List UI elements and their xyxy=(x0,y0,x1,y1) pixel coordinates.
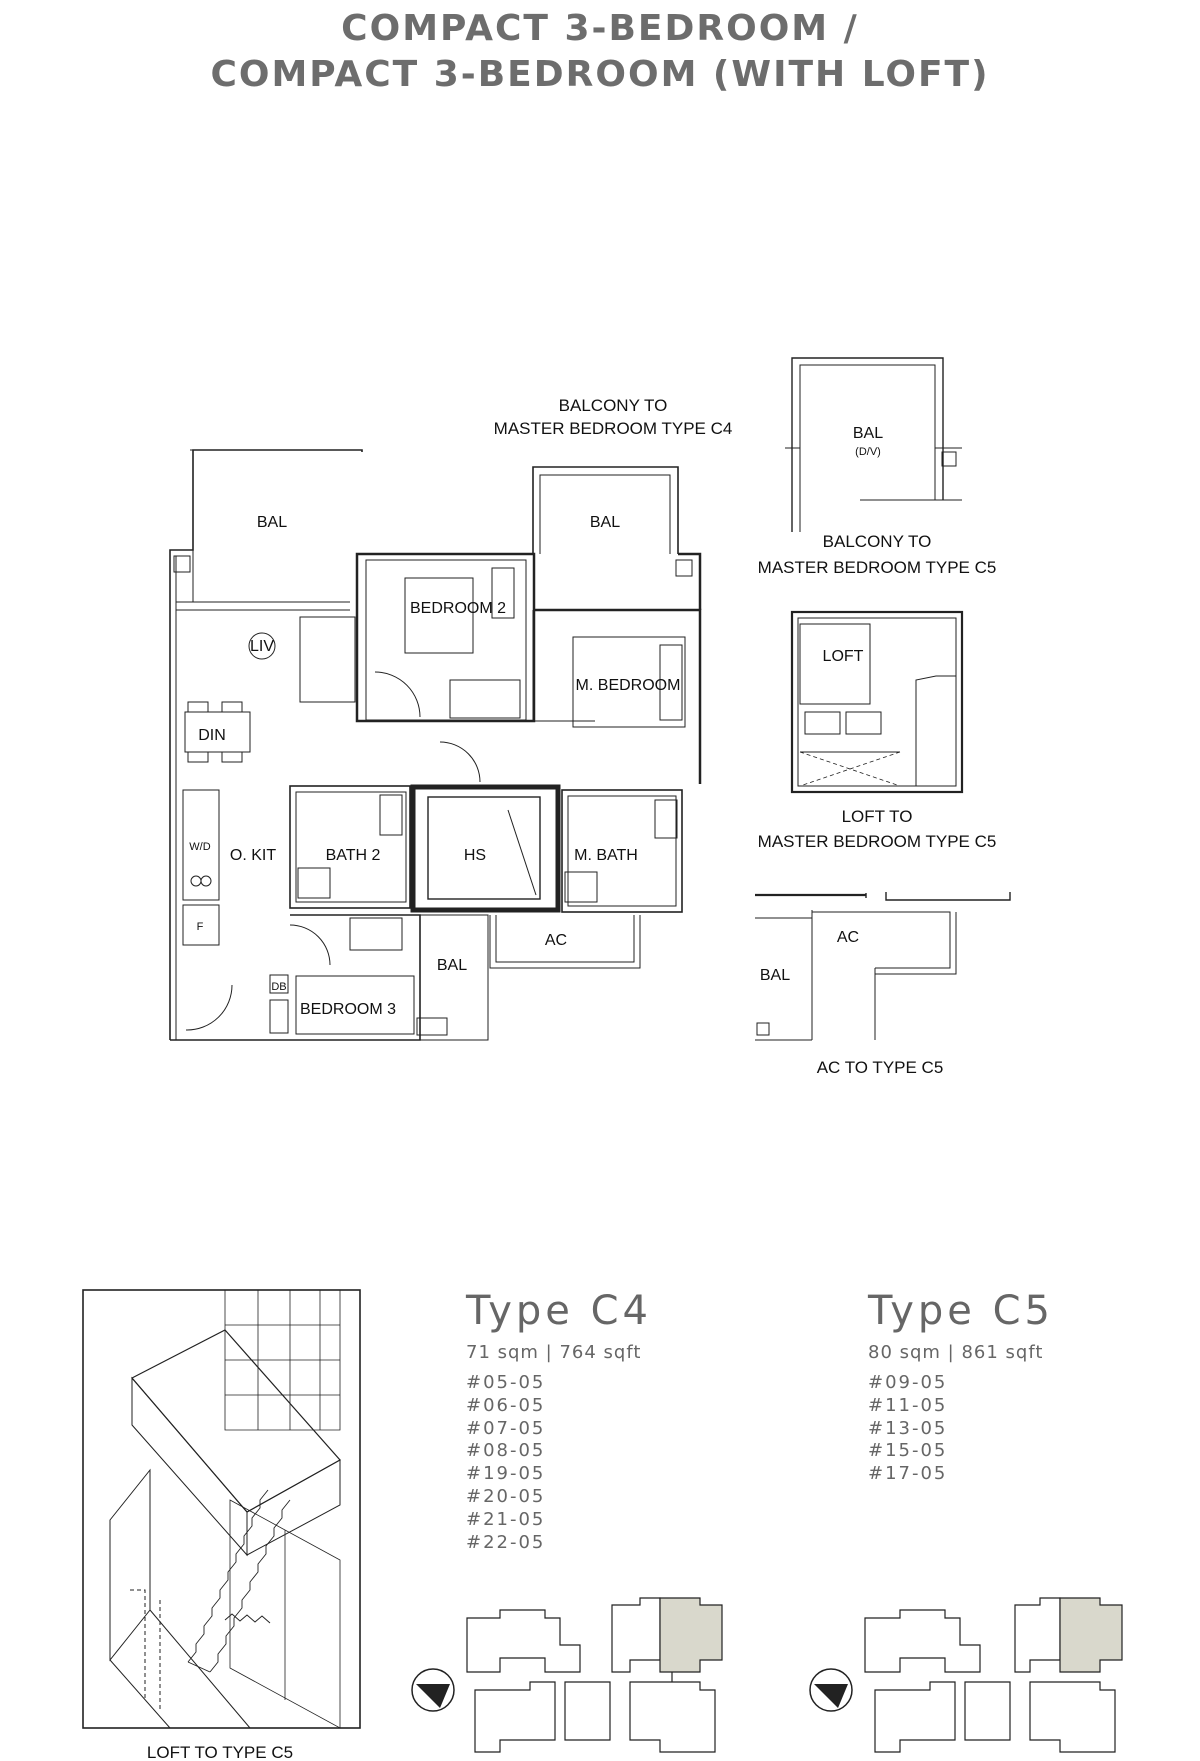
c5-loft-label: LOFT xyxy=(822,648,864,665)
type-c4-area: 71 sqm | 764 sqft xyxy=(466,1342,642,1363)
unit-number: #17-05 xyxy=(868,1463,948,1485)
c5-ac-label: AC xyxy=(836,929,860,946)
type-c4-unit-list xyxy=(466,1372,545,1554)
unit-number: #05-05 xyxy=(466,1372,546,1393)
type-c5-title: Type C5 xyxy=(868,1288,1054,1334)
c5-ac-caption: AC TO TYPE C5 xyxy=(816,1058,944,1077)
unit-number: #08-05 xyxy=(466,1440,546,1462)
c5-bal-label: BAL xyxy=(852,425,884,442)
label-f: F xyxy=(196,921,204,933)
label-bedroom-3: BEDROOM 3 xyxy=(299,1001,397,1018)
type-c5-unit-list xyxy=(868,1372,947,1486)
c5-loft-caption-line-1: LOFT TO xyxy=(841,807,913,826)
c5-balcony-inset xyxy=(758,358,997,577)
label-bedroom-2: BEDROOM 2 xyxy=(409,600,507,617)
unit-number: #15-05 xyxy=(868,1440,948,1462)
unit-number: #11-05 xyxy=(868,1394,948,1416)
loft-iso-caption: LOFT TO TYPE C5 xyxy=(146,1743,294,1761)
label-db: DB xyxy=(271,981,287,993)
label-bal-right: BAL xyxy=(589,514,621,531)
label-liv: LIV xyxy=(249,638,275,655)
c5-loft-caption-line-2: MASTER BEDROOM TYPE C5 xyxy=(757,832,997,851)
balcony-c4-caption-line-1: BALCONY TO xyxy=(558,396,668,415)
unit-number: #13-05 xyxy=(868,1417,948,1439)
c5-balcony-caption-line-1: BALCONY TO xyxy=(822,532,932,551)
main-floor-plan xyxy=(170,450,700,1040)
balcony-c4-caption-line-2: MASTER BEDROOM TYPE C4 xyxy=(493,419,733,438)
label-m-bedroom: M. BEDROOM xyxy=(575,677,681,694)
unit-number: #22-05 xyxy=(466,1531,546,1553)
unit-number: #09-05 xyxy=(868,1372,948,1393)
north-arrow-icon xyxy=(412,1669,454,1711)
c5-ac-inset xyxy=(755,892,1010,1077)
label-ac: AC xyxy=(544,932,568,949)
label-hs: HS xyxy=(463,847,487,864)
unit-number: #20-05 xyxy=(466,1485,546,1507)
title-line-1: COMPACT 3-BEDROOM / xyxy=(341,8,859,49)
unit-number: #06-05 xyxy=(466,1394,546,1416)
c5-bal-sub: (D/V) xyxy=(855,446,881,458)
c5-loft-inset xyxy=(758,612,997,851)
label-wd: W/D xyxy=(189,841,211,853)
title-line-2: COMPACT 3-BEDROOM (WITH LOFT) xyxy=(210,54,990,95)
main-plan-labels xyxy=(189,396,732,1018)
key-plan-c4 xyxy=(467,1598,722,1752)
type-c5-area: 80 sqm | 861 sqft xyxy=(868,1342,1044,1363)
north-arrow-icon xyxy=(810,1669,852,1711)
label-o-kit: O. KIT xyxy=(229,847,277,864)
c5-balcony-caption-line-2: MASTER BEDROOM TYPE C5 xyxy=(757,558,997,577)
c5-ac-bal-label: BAL xyxy=(759,967,791,984)
unit-number: #19-05 xyxy=(466,1463,546,1485)
unit-number: #07-05 xyxy=(466,1417,546,1439)
loft-isometric-drawing xyxy=(83,1290,360,1728)
type-c4-title: Type C4 xyxy=(466,1288,652,1334)
label-m-bath: M. BATH xyxy=(574,847,638,864)
label-bath-2: BATH 2 xyxy=(325,847,381,864)
label-bal-bottom: BAL xyxy=(436,957,468,974)
label-din: DIN xyxy=(198,727,226,744)
label-bal-left: BAL xyxy=(256,514,288,531)
key-plan-c5 xyxy=(865,1598,1122,1752)
unit-number: #21-05 xyxy=(466,1508,546,1530)
